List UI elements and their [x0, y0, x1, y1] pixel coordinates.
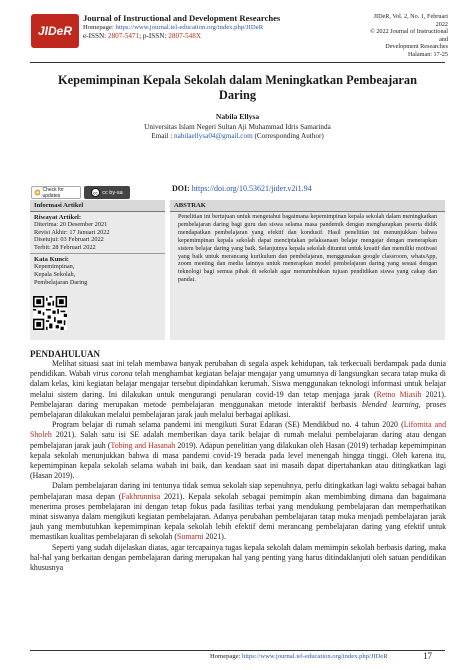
author-affiliation: Universitas Islam Negeri Sultan Aji Muhammad Idris Samarinda [144, 123, 331, 131]
keyword: Kepala Sekolah, [34, 270, 76, 278]
doi-line [172, 184, 312, 193]
page-number: 17 [423, 651, 432, 661]
meta-line: Development Researches [385, 43, 448, 51]
doi-link[interactable]: https://doi.org/10.53621/jider.v2i1.94 [191, 184, 312, 193]
history-heading: Riwayat Artikel: [34, 214, 82, 221]
check-updates-label: Check for updates [42, 186, 64, 199]
pissn-label: ; p-ISSN: [139, 32, 169, 40]
eissn-link[interactable]: 2807-5471 [107, 32, 140, 40]
keyword: Pembelajaran Daring [34, 278, 88, 286]
footer-homepage [210, 653, 388, 660]
meta-line: Halaman: 17-25 [407, 50, 448, 58]
pissn-link[interactable]: 2807-548X [168, 32, 202, 40]
header-divider [30, 62, 445, 63]
paragraph: Program belajar di rumah selama pandemi ini mengikuti Surat Edaran (SE) Mendikbud no. 4 tahun 2020 (Lifornita and Sholeh 2021). Salah satu isi SE adalah memberikan daya tarik belajar di rumah melalui pembelajaran daring atau dengan pembelajaran jarak jauh (Tobing and Hasanah 2019). Adapun penelitian yang dilakukan oleh Hasan (2019) terhadap kepemimpinan kepala sekolah menunjukkan bahwa di masa pandemi covid-19 berada pada level menengah hingga tinggi. Oleh karena itu, kepemimpinan kepala sekolah selama wabah ini baik, dan keadaan saat ini masaih dapat dipertahankan atau ditingkatkan lagi (Hasan 2019). [30, 420, 447, 481]
update-icon [34, 189, 40, 196]
author-name: Nabila Ellysa [215, 112, 260, 121]
paragraph: Dalam pembelajaran daring ini tentunya tidak semua sekolah siap sepenuhnya, perlu ditingkatkan lagi waktu sebagai bahan pembelajaran masa depan (Fakhrunnisa 2021). Kepala sekolah sebagai pemimpin akan membimbing dimana dan bagaimana menerima proses pembelajaran ini dengan tetap fokus pada fasilitas terbai yang mendukung pembelajaran dan memperhatikan minat siswanya dalam mengikuti kegiatan pembelajaran. Adanya perubahan pembelajaran tatap muka menjadi pembelajaran jarak jauh yang membutuhkan kepemimpinan kepala sekolah lebih efektif demi merancang pembelajaran daring yang efektif untuk memastikan kualitas pembelajaran di sekolah (Sumarni 2021). [30, 481, 447, 542]
journal-title: Journal of Instructional and Development Researches [83, 13, 281, 23]
paragraph: Melihat situasi saat ini telah membawa banyak perubahan di segala aspek kehidupan, tak terkecuali berdampak pada dunia pendidikan. Wabah virus corona telah menghambat kegiatan belajar mengajar yang umumnya di langsungkan secara tatap muka di dalam kelas, kini kegiatan belajar mengajar tersebut dipindahkan kerumah. Siswa menggunakan teknologi informasi untuk belajar melalui sistem daring. Ini dilakukan untuk mengurangi penularan covid-19 dan tetap menjaga jarak (Retno Miasih 2021). Pembelajaran daring merupakan metode pembelajaran menggunakan metode interaktif berbasis blended learning, proses pembelajaran dilakukan melalui pembelajaran jarak jauh melalui berbagai aplikasi. [30, 359, 446, 420]
journal-meta [370, 13, 448, 59]
homepage-label: Homepage: [83, 24, 116, 31]
author-email-line [30, 132, 445, 141]
email-suffix: (Corresponding Author) [252, 132, 324, 140]
journal-logo: JIDeR [31, 14, 79, 48]
history-item: Terbit: 28 Februari 2022 [34, 243, 96, 251]
citation-link[interactable]: Retno Miasih [376, 389, 422, 399]
issn-line [83, 32, 201, 40]
footer-homepage-label: Homepage: [210, 653, 243, 660]
homepage-link[interactable]: https://www.journal.iel-education.org/index.php/JIDeR [115, 24, 264, 31]
body-text [30, 359, 446, 573]
citation-link[interactable]: Lifornita and Sholeh [30, 420, 446, 440]
abstract-heading: ABSTRAK [170, 200, 445, 212]
svg-text:cc: cc [93, 190, 98, 196]
keywords-heading: Kata Kunci: [34, 256, 69, 264]
history-item: Disetujui: 03 Februari 2022 [34, 236, 104, 244]
article-title [50, 73, 425, 103]
license-label: cc by-sa [102, 189, 123, 196]
eissn-label: e-ISSN: [83, 32, 108, 40]
citation-link[interactable]: Tobing and Hasanah [110, 440, 176, 450]
citation-link[interactable]: Fakhrunnisa [121, 491, 161, 501]
section-heading: PENDAHULUAN [30, 349, 101, 359]
title-line: Daring [218, 88, 257, 102]
info-heading: Informasi Artikel [30, 200, 165, 212]
meta-line: JIDeR, Vol. 2, No. 1, Februari 2022 [373, 13, 448, 28]
meta-line: © 2022 Journal of Instructional and [370, 28, 448, 43]
citation-link[interactable]: Sumarni [177, 532, 204, 542]
abstract-text: Penelitian ini bertujuan untuk mengetahui bagaimana kepemimpinan kepala sekolah dalam meningkatkan pembelajaran daring bagi guru dan siswa selama masa pandemik dengan mengharapkan peserta didik mendapatkan pembelajaran yang efektif dan kondusif. Hasil penelitian ini menunjukkan bahwa kepemimpinan kepala sekolah dapat menciptakan pelaksanaan belajar mengajar dengan menerapkan sistem belajar daring yang baik. Selanjutnya kepala sekolah dituntut untuk kreatif dan memiliki motivasi yang baik untuk merancang kurikulum dan pembelajaran, menggunakan google classroom, whatsApp, zoom meeting dan media lainnya untuk menerapkan model pembelajaran daring yang sesuai dengan teknologi bagi semua pihak di sekolah agar menumbuhkan tujuan pendidikan siswa yang cakap dan pandai. [178, 214, 437, 284]
check-updates-badge[interactable] [31, 186, 81, 199]
creative-commons-icon [91, 188, 100, 197]
email-link[interactable]: nabilaellysa04@gmail.com [174, 132, 253, 140]
license-badge[interactable] [84, 186, 130, 199]
keyword: Kepemimpinan, [34, 263, 75, 271]
doi-label: DOI: [172, 184, 192, 193]
history-item: Diterima: 20 Desember 2021 [34, 221, 108, 228]
paragraph: Seperti yang sudah dijelaskan diatas, agar tercapainya tugas kepala sekolah dalam memimpin sekolah berbasis daring, maka hal-hal yang berkaitan dengan pembelajaran daring merupakan hal yang penting yang harus ditindaklanjuti oleh satuan pendidikan khususnya [30, 542, 446, 573]
footer-homepage-link[interactable]: https://www.journal.iel-education.org/index.php/JIDeR [242, 653, 388, 660]
footer-divider [30, 650, 445, 651]
history-item: Revisi Akhir: 17 Januari 2022 [34, 228, 110, 236]
title-line: Kepemimpinan Kepala Sekolah dalam Meningkatkan Pembeajaran [57, 73, 417, 87]
homepage-line [83, 24, 263, 32]
abstract-box [170, 200, 445, 340]
email-label: Email : [151, 132, 174, 140]
qr-code-icon [33, 296, 67, 330]
